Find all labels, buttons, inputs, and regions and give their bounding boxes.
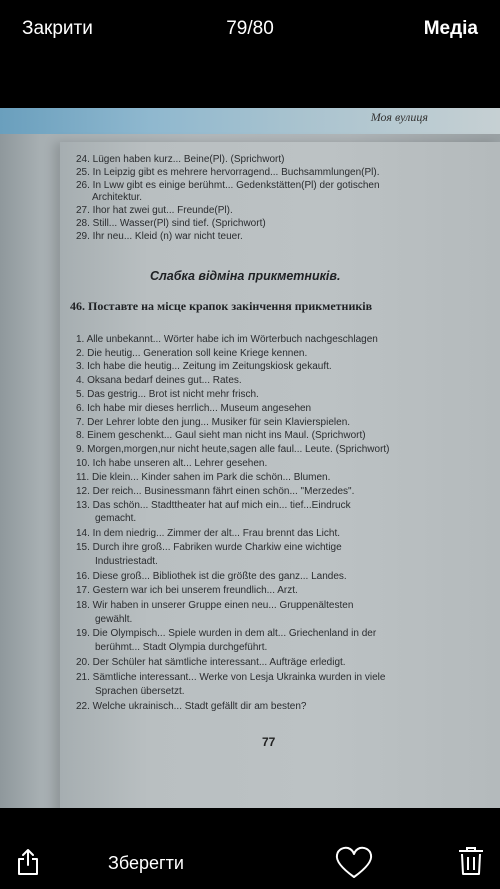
close-button[interactable]: Закрити [22, 18, 93, 39]
exercise-line: gemacht. [95, 513, 137, 524]
photo-counter: 79/80 [226, 18, 274, 39]
exercise-line: 17. Gestern war ich bei unserem freundlich... Arzt. [76, 585, 298, 596]
section-title: Слабка відміна прикметників. [150, 269, 341, 283]
media-button[interactable]: Медіа [423, 18, 478, 39]
exercise-line: Sprachen übersetzt. [95, 686, 185, 697]
text-line: 24. Lügen haben kurz... Beine(Pl). (Sprichwort) [76, 154, 285, 165]
exercise-line: 14. In dem niedrig... Zimmer der alt... Frau brennt das Licht. [76, 528, 341, 539]
exercise-line: berühmt... Stadt Olympia durchgeführt. [95, 642, 268, 653]
exercise-line: 2. Die heutig... Generation soll keine Kriege kennen. [76, 348, 308, 359]
text-line: 26. In Lww gibt es einige berühmt... Gedenkstätten(Pl) der gotischen [76, 180, 380, 191]
photo-viewer[interactable] [0, 108, 500, 808]
exercise-line: Industriestadt. [95, 556, 158, 567]
exercise-line: 5. Das gestrig... Brot ist nicht mehr frisch. [76, 389, 259, 400]
exercise-line: 21. Sämtliche interessant... Werke von Lesja Ukrainka wurden in viele [76, 672, 386, 683]
page-number: 77 [262, 735, 276, 749]
exercise-line: 18. Wir haben in unserer Gruppe einen neu... Gruppenältesten [76, 600, 354, 611]
exercise-line: 6. Ich habe mir dieses herrlich... Museum angesehen [76, 403, 312, 414]
exercise-line: 8. Einem geschenkt... Gaul sieht man nicht ins Maul. (Sprichwort) [76, 430, 366, 441]
save-button[interactable]: Зберегти [108, 853, 184, 873]
book-header-text: Моя вулиця [370, 110, 428, 124]
task-heading: 46. Поставте на місце крапок закінчення прикметників [70, 299, 373, 313]
exercise-line: 15. Durch ihre groß... Fabriken wurde Charkiw eine wichtige [76, 542, 342, 553]
bottom-toolbar [0, 808, 500, 889]
exercise-line: 20. Der Schüler hat sämtliche interessant... Aufträge erledigt. [76, 657, 346, 668]
exercise-line: 13. Das schön... Stadttheater hat auf mich ein... tief...Eindruck [76, 500, 351, 511]
text-line: 25. In Leipzig gibt es mehrere hervorragend... Buchsammlungen(Pl). [76, 167, 380, 178]
exercise-line: 9. Morgen,morgen,nur nicht heute,sagen alle faul... Leute. (Sprichwort) [76, 444, 390, 455]
text-line: 27. Ihor hat zwei gut... Freunde(Pl). [76, 205, 233, 216]
exercise-line: 16. Diese groß... Bibliothek ist die größte des ganz... Landes. [76, 571, 347, 582]
exercise-line: 10. Ich habe unseren alt... Lehrer gesehen. [76, 458, 268, 469]
text-line: Architektur. [92, 192, 143, 203]
exercise-line: 3. Ich habe die heutig... Zeitung im Zeitungskiosk gekauft. [76, 361, 332, 372]
exercise-line: 7. Der Lehrer lobte den jung... Musiker für sein Klavierspielen. [76, 417, 351, 428]
text-line: 28. Still... Wasser(Pl) sind tief. (Sprichwort) [76, 218, 266, 229]
trash-icon[interactable] [457, 846, 485, 881]
exercise-line: 4. Oksana bedarf deines gut... Rates. [76, 375, 242, 386]
exercise-line: 1. Alle unbekannt... Wörter habe ich im Wörterbuch nachgeschlagen [76, 334, 378, 345]
exercise-line: 19. Die Olympisch... Spiele wurden in dem alt... Griechenland in der [76, 628, 377, 639]
share-icon[interactable] [16, 848, 40, 881]
exercise-line: 22. Welche ukrainisch... Stadt gefällt dir am besten? [76, 701, 307, 712]
exercise-line: 12. Der reich... Businessmann fährt einen schön... "Merzedes". [76, 486, 355, 497]
text-line: 29. Ihr neu... Kleid (n) war nicht teuer. [76, 231, 243, 242]
exercise-line: gewählt. [95, 614, 133, 625]
heart-icon[interactable] [334, 846, 374, 885]
book-header-strip [0, 108, 500, 134]
top-bar [0, 0, 500, 60]
exercise-line: 11. Die klein... Kinder sahen im Park die schön... Blumen. [76, 472, 331, 483]
